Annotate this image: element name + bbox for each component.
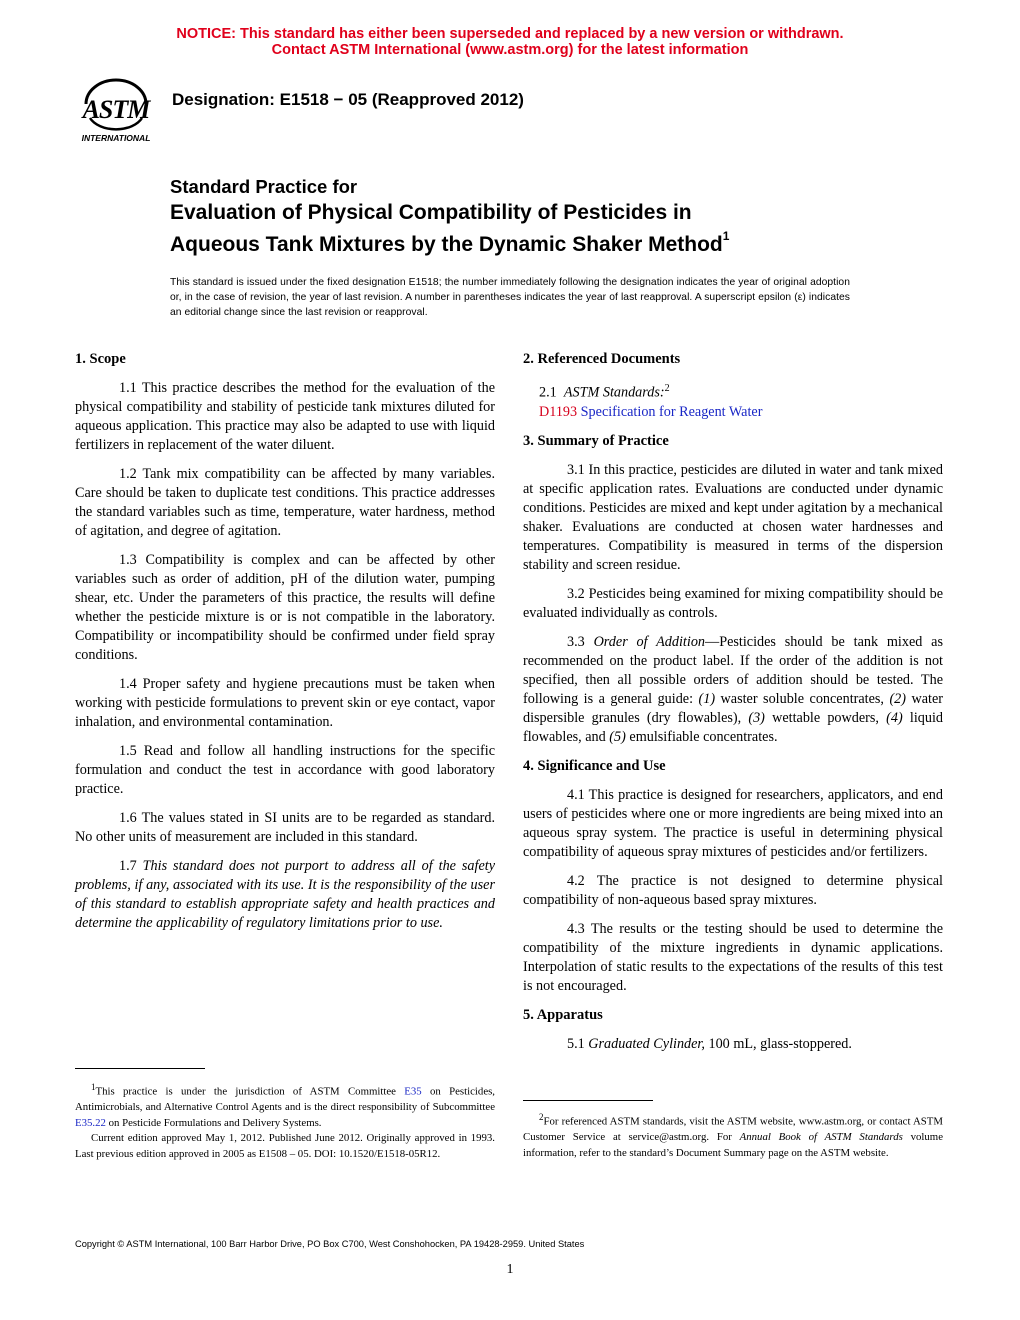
paragraph-3-3-text-f: emulsifiable concentrates. [625, 728, 778, 745]
paragraph-1-1: 1.1 This practice describes the method for the evaluation of the physical compatibility and stability of pesticide tank mixtures diluted for aqueous application. This practice may also be adapted to use with liquid fertilizers in replacement of the water diluent. [75, 380, 495, 453]
paragraph-3-3-text-a: —Pesticides should be tank mixed as recommended on the product label. If the order of the addition is not specified, then all possible orders of addition should be tested. The following is a general guide: [523, 633, 943, 707]
paragraph-3-3-text-e: liquid flowables, and [523, 709, 943, 745]
right-column [523, 350, 943, 1064]
footnote-1-para-2: Current edition approved May 1, 2012. Published June 2012. Originally approved in 1993. Last previous edition approved in 2005 as E1508 – 05. DOI: 10.1520/E1518-05R12. [75, 1132, 495, 1160]
paragraph-1-5: 1.5 Read and follow all handling instructions for the specific formulation and conduct the test in accordance with good laboratory practice. [75, 743, 495, 797]
paragraph-4-3: 4.3 The results or the testing should be used to determine the compatibility of the mixture ingredients in dynamic applications. Interpolation of static results to the expectations of the results of this test is not encouraged. [523, 920, 943, 994]
title-footnote-mark: 1 [722, 229, 730, 243]
paragraph-3-3 [523, 633, 943, 747]
footnote-divider-right [523, 1100, 653, 1101]
committee-e35-link[interactable]: E35 [404, 1085, 422, 1098]
astm-logo-icon [68, 74, 164, 144]
footnote-2 [523, 1110, 943, 1161]
paragraph-1-4: 1.4 Proper safety and hygiene precautions must be taken when working with pesticide formulations to prevent skin or eye contact, vapor inhalation, and environmental contamination. [75, 676, 495, 730]
astm-logo-letters: ASTM [82, 95, 150, 124]
paragraph-1-7-text: This standard does not purport to address all of the safety problems, if any, associated with its use. It is the responsibility of the user of this standard to establish appropriate safety and health practices and determine the applicability of regulatory limitations prior to use. [75, 858, 495, 931]
footnote-1 [75, 1080, 495, 1162]
paragraph-5-1-text: 100 mL, glass-stoppered. [704, 1035, 852, 1052]
paragraph-2-1-number: 2.1 [539, 384, 557, 401]
footnote-1-para-1 [75, 1080, 495, 1131]
paragraph-4-1: 4.1 This practice is designed for researchers, applicators, and end users of pesticides where one or more ingredients are being mixed into an aqueous spray system. The practice is useful in determining physical compatibility of aqueous spray mixtures of pesticides and/or fertilizers. [523, 786, 943, 860]
paragraph-1-6: 1.6 The values stated in SI units are to be regarded as standard. No other units of measurement are included in this standard. [75, 810, 495, 845]
footnote-2-text-b: volume information, refer to the standard’s Document Summary page on the ASTM website. [523, 1131, 943, 1159]
title-line-3-text: Aqueous Tank Mixtures by the Dynamic Shaker Method [170, 233, 723, 256]
paragraph-3-3-text-c: water dispersible granules (dry flowables), [523, 690, 943, 726]
section-2-heading: 2. Referenced Documents [523, 351, 681, 367]
section-1-heading: 1. Scope [75, 351, 126, 367]
notice-line-2: Contact ASTM International (www.astm.org) for the latest information [271, 42, 749, 58]
list-marker-2: (2) [889, 690, 906, 707]
section-3-heading: 3. Summary of Practice [523, 432, 669, 449]
list-marker-1: (1) [698, 690, 716, 707]
astm-standards-label: ASTM Standards: [563, 384, 665, 401]
paragraph-5-1-number: 5.1 [567, 1035, 585, 1052]
astm-logo [68, 74, 164, 144]
paragraph-3-2: 3.2 Pesticides being examined for mixing compatibility should be evaluated individually as controls. [523, 585, 943, 621]
referenced-standard[interactable] [539, 403, 943, 422]
copyright-notice: Copyright © ASTM International, 100 Barr Harbor Drive, PO Box C700, West Conshohocken, PA 19428-2959. United States [75, 1239, 585, 1249]
footnote-2-para [523, 1110, 943, 1161]
graduated-cylinder-label: Graduated Cylinder, [588, 1035, 705, 1052]
footnote-mark-2: 2 [664, 383, 670, 394]
footnote-1-text-a: This practice is under the jurisdiction of ASTM Committee [95, 1085, 405, 1098]
paragraph-1-7 [75, 857, 495, 933]
paragraph-3-1: 3.1 In this practice, pesticides are diluted in water and tank mixed at specific application rates. Evaluations are conducted under dynamic conditions. Pesticides are mixed and kept under agitation by a mechanical shaker. Evaluations are conducted at chosen water hardnesses and temperatures. Compatibility is measured in terms of the dispersion stability and screen residue. [523, 461, 943, 573]
list-marker-4: (4) [886, 709, 903, 726]
paragraph-5-1 [523, 1035, 943, 1054]
paragraph-1-7-number: 1.7 [119, 858, 137, 874]
footnote-2-text-a: For referenced ASTM standards, visit the ASTM website, www.astm.org, or contact ASTM Customer Service at service@astm.org. For [523, 1115, 943, 1144]
paragraph-1-3: 1.3 Compatibility is complex and can be affected by other variables such as order of addition, pH of the dilution water, pumping shear, etc. Under the parameters of this practice, the results will define whether the pesticide mixture is or is not compatible in the laboratory. Compatibility or incompatibility should be confirmed under field spray conditions. [75, 552, 495, 663]
notice-line-1: NOTICE: This standard has either been superseded and replaced by a new version or withdrawn. [176, 26, 844, 42]
document-title [170, 175, 870, 258]
ref-code-link[interactable]: D1193 [539, 403, 578, 420]
subcommittee-e35-22-link[interactable]: E35.22 [75, 1116, 106, 1129]
footnote-1-text-c: on Pesticide Formulations and Delivery Systems. [105, 1116, 322, 1129]
title-line-3 [170, 226, 870, 258]
footnote-1-mark: 1 [91, 1082, 96, 1092]
left-column [75, 350, 495, 943]
footnote-1-text-b: on Pesticides, Antimicrobials, and Alternative Control Agents and is the direct responsibility of Subcommittee [75, 1085, 496, 1114]
issuance-statement: This standard is issued under the fixed designation E1518; the number immediately following the designation indicates the year of original adoption or, in the case of revision, the year of last revision. A number in parentheses indicates the year of last reapproval. A superscript epsilon (ε) indicates an editorial change since the last revision or reapproval. [170, 277, 850, 318]
designation: Designation: E1518 − 05 (Reapproved 2012) [172, 90, 524, 109]
footnote-2-italic: Annual Book of ASTM Standards [739, 1131, 903, 1144]
paragraph-3-3-text-b: waster soluble concentrates, [715, 690, 890, 707]
footnote-2-mark: 2 [539, 1112, 544, 1122]
list-marker-3: (3) [748, 709, 765, 726]
section-4-heading: 4. Significance and Use [523, 757, 666, 774]
page-number: 1 [506, 1262, 514, 1277]
title-line-1: Standard Practice for [170, 176, 358, 197]
paragraph-4-2: 4.2 The practice is not designed to determine physical compatibility of non-aqueous based spray mixtures. [523, 872, 943, 908]
paragraph-3-3-number: 3.3 [567, 633, 585, 650]
paragraph-2-1 [539, 379, 943, 403]
paragraph-1-2: 1.2 Tank mix compatibility can be affected by many variables. Care should be taken to duplicate test conditions. This practice addresses the standard variables such as time, temperature, water hardness, method of agitation, and degree of agitation. [75, 466, 495, 539]
list-marker-5: (5) [609, 728, 626, 745]
ref-title-link[interactable]: Specification for Reagent Water [580, 403, 763, 420]
withdrawal-notice [0, 26, 1020, 58]
astm-logo-subtitle: INTERNATIONAL [81, 133, 151, 143]
order-of-addition-label: Order of Addition [593, 633, 706, 650]
paragraph-3-3-text-d: wettable powders, [764, 709, 887, 726]
section-5-heading: 5. Apparatus [523, 1006, 603, 1023]
footnote-divider-left [75, 1068, 205, 1069]
title-line-2: Evaluation of Physical Compatibility of Pesticides in [170, 201, 692, 224]
